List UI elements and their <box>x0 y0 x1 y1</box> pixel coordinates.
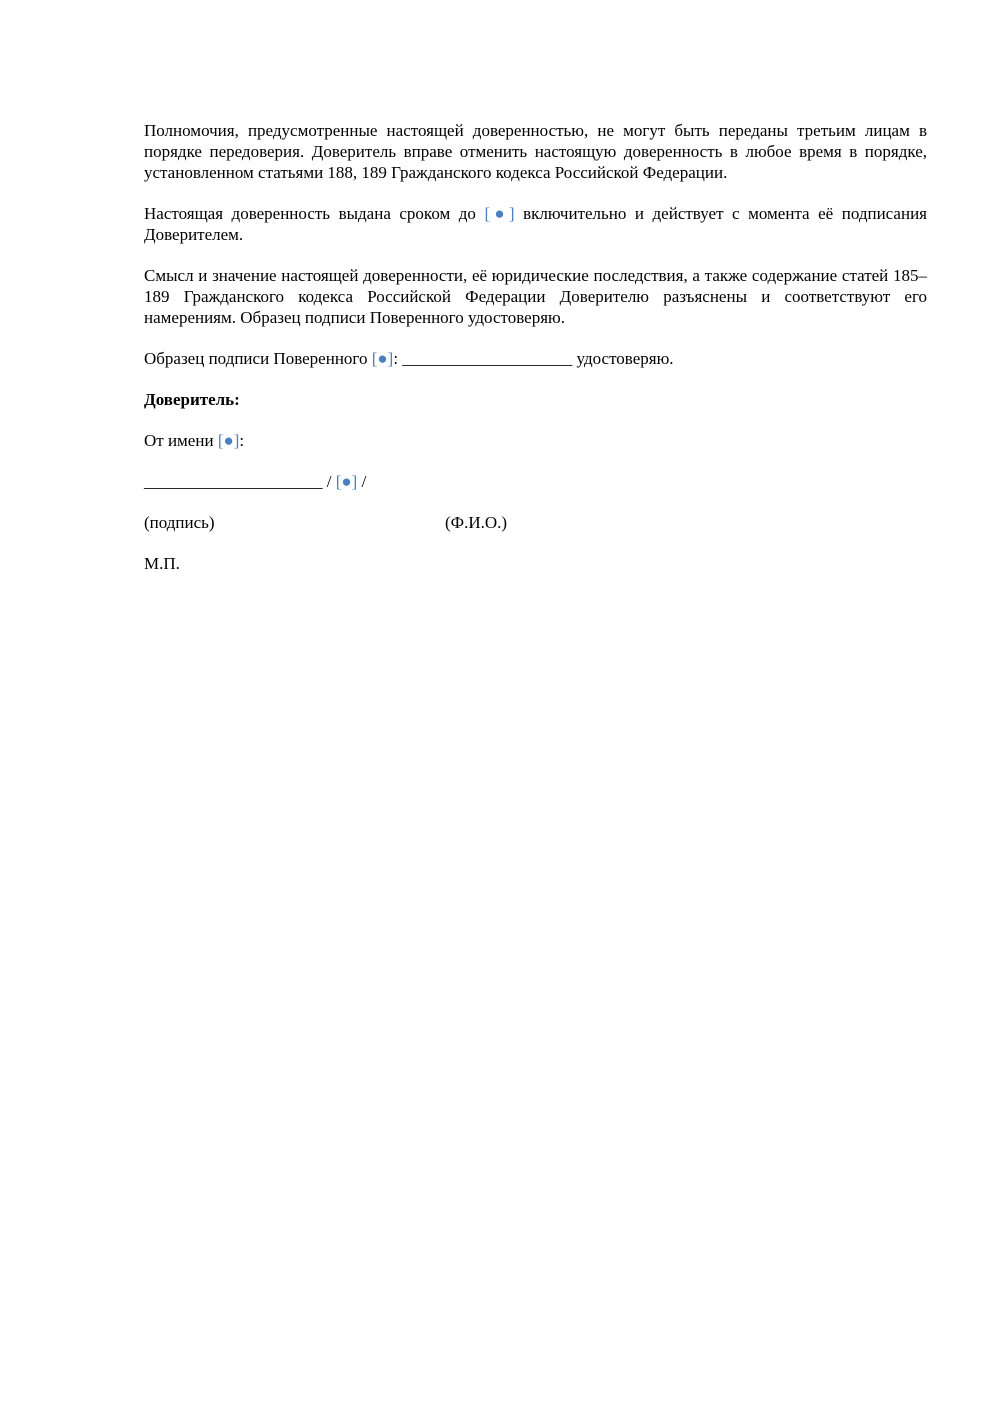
paragraph-legal-consequences: Смысл и значение настоящей доверенности, её юридические последствия, а также содержание статей 185–189 Гражданского кодекса Российской Федерации Доверителю разъяснены и соответствуют его намерениям. Образец подписи Поверенного удостоверяю. <box>144 266 927 327</box>
attorney-name-placeholder: [●] <box>371 349 394 368</box>
paragraph-no-delegation: Полномочия, предусмотренные настоящей доверенностью, не могут быть переданы третьим лицам в порядке передоверия. Доверитель вправе отменить настоящую доверенность в любое время в порядке, установленном статьями 188, 189 Гражданского кодекса Российской Федерации. <box>144 121 927 182</box>
validity-text-before: Настоящая доверенность выдана сроком до <box>144 204 485 223</box>
validity-date-placeholder: [●] <box>484 204 515 223</box>
validity-text-after: включительно и действует с момента её подписания Доверителем. <box>144 204 927 244</box>
full-name-caption: (Ф.И.О.) <box>445 513 508 532</box>
on-behalf-text: От имени <box>144 431 218 450</box>
signature-sample-text-after: : ____________________ удостоверяю. <box>393 349 674 368</box>
signature-blank: _____________________ / <box>144 472 336 491</box>
seal-mark: М.П. <box>144 554 180 573</box>
signature-sample-text-before: Образец подписи Поверенного <box>144 349 372 368</box>
signature-labels <box>144 512 927 533</box>
signature-caption: (подпись) <box>144 513 215 532</box>
paragraph-signature-sample <box>144 348 927 369</box>
paragraph-validity-term <box>144 203 927 245</box>
on-behalf-line <box>144 430 927 451</box>
signatory-name-placeholder: [●] <box>335 472 358 491</box>
document-body <box>144 120 927 594</box>
signature-line <box>144 471 927 492</box>
signature-line-end: / <box>357 472 367 491</box>
principal-name-placeholder: [●] <box>217 431 240 450</box>
on-behalf-colon: : <box>239 431 245 450</box>
principal-heading: Доверитель: <box>144 390 240 409</box>
